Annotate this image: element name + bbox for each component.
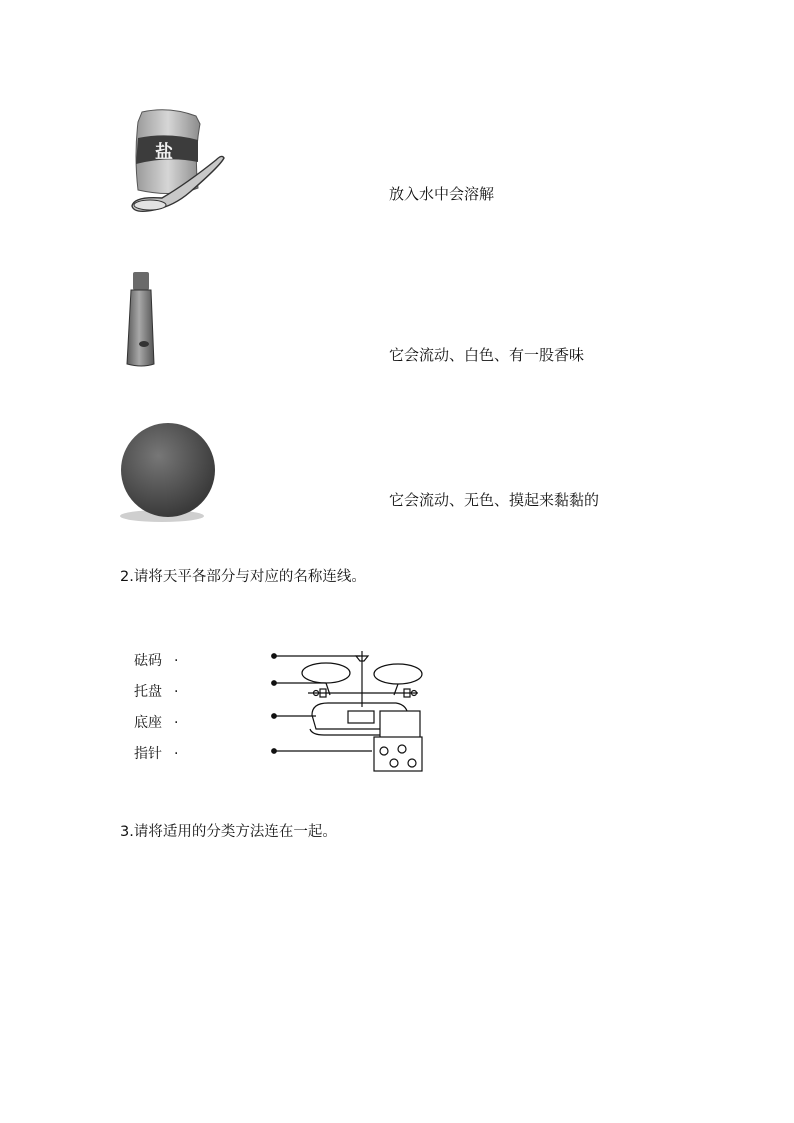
label-weights: 砝码 · [134,653,179,669]
leader-dot-4 [272,749,277,754]
item-2-description: 它会流动、白色、有一股香味 [389,346,585,364]
toothpaste-tube-image [122,268,158,370]
balance-labels [134,650,194,770]
question-3-title: 3.请将适用的分类方法连在一起。 [120,824,337,840]
label-pointer: 指针 · [134,746,179,762]
salt-bag-image [124,106,228,218]
balance-scale-image [268,645,428,779]
salt-bag-text: 盐 [155,142,173,163]
ball-image [118,420,218,524]
label-tray: 托盘 · [134,684,179,700]
leader-dot-1 [272,654,277,659]
item-1-description: 放入水中会溶解 [389,185,495,203]
leader-dot-3 [272,714,277,719]
leader-dot-2 [272,681,277,686]
label-base: 底座 · [134,715,179,731]
question-2-title: 2.请将天平各部分与对应的名称连线。 [120,569,366,585]
item-3-description: 它会流动、无色、摸起来黏黏的 [389,491,600,509]
